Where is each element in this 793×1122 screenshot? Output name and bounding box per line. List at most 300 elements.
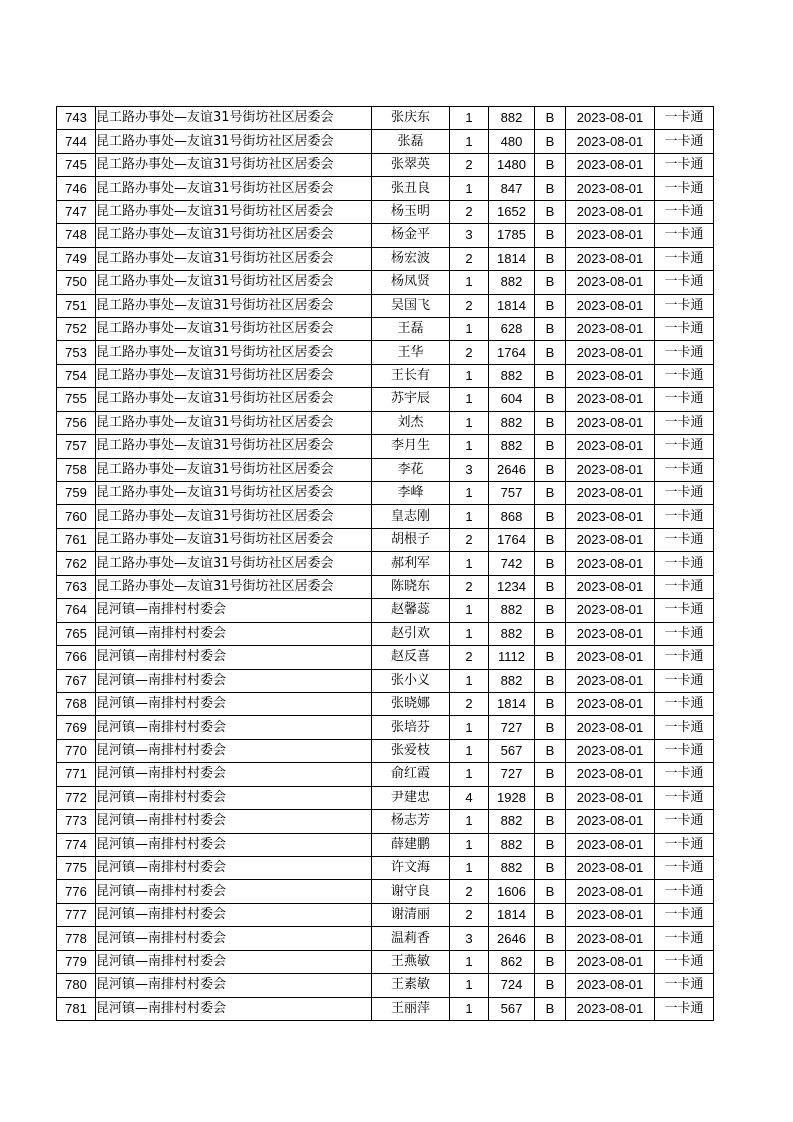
table-row: [57, 200, 714, 223]
serial-number-cell: 777: [57, 903, 96, 926]
unit-cell: 昆河镇—南排村村委会: [96, 810, 372, 833]
payment-method-cell: 一卡通: [655, 505, 714, 528]
category-cell: B: [535, 575, 566, 598]
category-cell: B: [535, 833, 566, 856]
date-cell: 2023-08-01: [566, 763, 655, 786]
date-cell: 2023-08-01: [566, 482, 655, 505]
household-count-cell: 3: [450, 224, 489, 247]
unit-cell: 昆工路办事处—友谊31号街坊社区居委会: [96, 411, 372, 434]
name-cell: 赵馨蕊: [372, 599, 450, 622]
amount-cell: 1652: [489, 200, 535, 223]
serial-number-cell: 765: [57, 622, 96, 645]
payment-method-cell: 一卡通: [655, 786, 714, 809]
serial-number-cell: 761: [57, 528, 96, 551]
amount-cell: 1785: [489, 224, 535, 247]
household-count-cell: 3: [450, 927, 489, 950]
serial-number-cell: 747: [57, 200, 96, 223]
serial-number-cell: 764: [57, 599, 96, 622]
category-cell: B: [535, 341, 566, 364]
payment-method-cell: 一卡通: [655, 833, 714, 856]
serial-number-cell: 769: [57, 716, 96, 739]
amount-cell: 567: [489, 739, 535, 762]
date-cell: 2023-08-01: [566, 927, 655, 950]
name-cell: 胡根子: [372, 528, 450, 551]
name-cell: 王磊: [372, 317, 450, 340]
date-cell: 2023-08-01: [566, 599, 655, 622]
unit-cell: 昆河镇—南排村村委会: [96, 927, 372, 950]
household-count-cell: 2: [450, 528, 489, 551]
amount-cell: 724: [489, 974, 535, 997]
household-count-cell: 1: [450, 669, 489, 692]
name-cell: 杨志芳: [372, 810, 450, 833]
unit-cell: 昆河镇—南排村村委会: [96, 833, 372, 856]
serial-number-cell: 749: [57, 247, 96, 270]
serial-number-cell: 775: [57, 857, 96, 880]
date-cell: 2023-08-01: [566, 200, 655, 223]
serial-number-cell: 756: [57, 411, 96, 434]
amount-cell: 1606: [489, 880, 535, 903]
amount-cell: 882: [489, 411, 535, 434]
serial-number-cell: 754: [57, 364, 96, 387]
date-cell: 2023-08-01: [566, 903, 655, 926]
unit-cell: 昆工路办事处—友谊31号街坊社区居委会: [96, 552, 372, 575]
table-row: [57, 669, 714, 692]
category-cell: B: [535, 622, 566, 645]
unit-cell: 昆河镇—南排村村委会: [96, 692, 372, 715]
name-cell: 郝利军: [372, 552, 450, 575]
household-count-cell: 1: [450, 739, 489, 762]
date-cell: 2023-08-01: [566, 646, 655, 669]
table-row: [57, 247, 714, 270]
payment-method-cell: 一卡通: [655, 997, 714, 1020]
payment-method-cell: 一卡通: [655, 271, 714, 294]
serial-number-cell: 772: [57, 786, 96, 809]
table-row: [57, 224, 714, 247]
unit-cell: 昆工路办事处—友谊31号街坊社区居委会: [96, 130, 372, 153]
unit-cell: 昆工路办事处—友谊31号街坊社区居委会: [96, 435, 372, 458]
category-cell: B: [535, 388, 566, 411]
date-cell: 2023-08-01: [566, 974, 655, 997]
category-cell: B: [535, 810, 566, 833]
amount-cell: 882: [489, 364, 535, 387]
table-row: [57, 130, 714, 153]
payment-method-cell: 一卡通: [655, 599, 714, 622]
serial-number-cell: 751: [57, 294, 96, 317]
table-row: [57, 552, 714, 575]
household-count-cell: 2: [450, 692, 489, 715]
unit-cell: 昆河镇—南排村村委会: [96, 997, 372, 1020]
payment-method-cell: 一卡通: [655, 411, 714, 434]
table-row: [57, 364, 714, 387]
household-count-cell: 1: [450, 435, 489, 458]
household-count-cell: 2: [450, 903, 489, 926]
date-cell: 2023-08-01: [566, 810, 655, 833]
serial-number-cell: 766: [57, 646, 96, 669]
unit-cell: 昆工路办事处—友谊31号街坊社区居委会: [96, 317, 372, 340]
table-row: [57, 341, 714, 364]
payment-table: [56, 106, 714, 1021]
date-cell: 2023-08-01: [566, 622, 655, 645]
unit-cell: 昆工路办事处—友谊31号街坊社区居委会: [96, 482, 372, 505]
amount-cell: 742: [489, 552, 535, 575]
category-cell: B: [535, 927, 566, 950]
category-cell: B: [535, 903, 566, 926]
category-cell: B: [535, 692, 566, 715]
name-cell: 张磊: [372, 130, 450, 153]
unit-cell: 昆工路办事处—友谊31号街坊社区居委会: [96, 528, 372, 551]
serial-number-cell: 759: [57, 482, 96, 505]
date-cell: 2023-08-01: [566, 107, 655, 130]
table-row: [57, 411, 714, 434]
table-row: [57, 599, 714, 622]
serial-number-cell: 748: [57, 224, 96, 247]
table-row: [57, 950, 714, 973]
name-cell: 张翠英: [372, 153, 450, 176]
payment-method-cell: 一卡通: [655, 622, 714, 645]
household-count-cell: 2: [450, 200, 489, 223]
table-row: [57, 903, 714, 926]
table-row: [57, 294, 714, 317]
household-count-cell: 2: [450, 247, 489, 270]
serial-number-cell: 744: [57, 130, 96, 153]
name-cell: 薛建鹏: [372, 833, 450, 856]
amount-cell: 1112: [489, 646, 535, 669]
amount-cell: 628: [489, 317, 535, 340]
unit-cell: 昆工路办事处—友谊31号街坊社区居委会: [96, 224, 372, 247]
payment-method-cell: 一卡通: [655, 224, 714, 247]
name-cell: 王燕敏: [372, 950, 450, 973]
household-count-cell: 1: [450, 599, 489, 622]
payment-method-cell: 一卡通: [655, 107, 714, 130]
category-cell: B: [535, 528, 566, 551]
category-cell: B: [535, 997, 566, 1020]
household-count-cell: 2: [450, 294, 489, 317]
household-count-cell: 4: [450, 786, 489, 809]
household-count-cell: 1: [450, 271, 489, 294]
serial-number-cell: 758: [57, 458, 96, 481]
category-cell: B: [535, 317, 566, 340]
unit-cell: 昆河镇—南排村村委会: [96, 669, 372, 692]
name-cell: 谢守良: [372, 880, 450, 903]
amount-cell: 1814: [489, 294, 535, 317]
payment-method-cell: 一卡通: [655, 482, 714, 505]
unit-cell: 昆工路办事处—友谊31号街坊社区居委会: [96, 153, 372, 176]
serial-number-cell: 743: [57, 107, 96, 130]
payment-method-cell: 一卡通: [655, 716, 714, 739]
serial-number-cell: 781: [57, 997, 96, 1020]
date-cell: 2023-08-01: [566, 458, 655, 481]
household-count-cell: 1: [450, 177, 489, 200]
household-count-cell: 1: [450, 833, 489, 856]
payment-method-cell: 一卡通: [655, 857, 714, 880]
table-row: [57, 716, 714, 739]
date-cell: 2023-08-01: [566, 294, 655, 317]
unit-cell: 昆河镇—南排村村委会: [96, 763, 372, 786]
payment-method-cell: 一卡通: [655, 458, 714, 481]
serial-number-cell: 774: [57, 833, 96, 856]
household-count-cell: 1: [450, 388, 489, 411]
unit-cell: 昆工路办事处—友谊31号街坊社区居委会: [96, 271, 372, 294]
payment-method-cell: 一卡通: [655, 880, 714, 903]
category-cell: B: [535, 153, 566, 176]
name-cell: 俞红霞: [372, 763, 450, 786]
name-cell: 吴国飞: [372, 294, 450, 317]
unit-cell: 昆河镇—南排村村委会: [96, 599, 372, 622]
name-cell: 李月生: [372, 435, 450, 458]
name-cell: 王素敏: [372, 974, 450, 997]
amount-cell: 2646: [489, 927, 535, 950]
payment-method-cell: 一卡通: [655, 153, 714, 176]
payment-method-cell: 一卡通: [655, 177, 714, 200]
category-cell: B: [535, 786, 566, 809]
payment-method-cell: 一卡通: [655, 739, 714, 762]
category-cell: B: [535, 458, 566, 481]
serial-number-cell: 757: [57, 435, 96, 458]
table-row: [57, 107, 714, 130]
category-cell: B: [535, 294, 566, 317]
serial-number-cell: 750: [57, 271, 96, 294]
household-count-cell: 1: [450, 857, 489, 880]
amount-cell: 1764: [489, 341, 535, 364]
date-cell: 2023-08-01: [566, 669, 655, 692]
table-row: [57, 833, 714, 856]
amount-cell: 727: [489, 716, 535, 739]
table-row: [57, 786, 714, 809]
name-cell: 刘杰: [372, 411, 450, 434]
date-cell: 2023-08-01: [566, 224, 655, 247]
amount-cell: 882: [489, 599, 535, 622]
category-cell: B: [535, 271, 566, 294]
unit-cell: 昆工路办事处—友谊31号街坊社区居委会: [96, 505, 372, 528]
payment-method-cell: 一卡通: [655, 903, 714, 926]
household-count-cell: 1: [450, 552, 489, 575]
table-row: [57, 646, 714, 669]
table-row: [57, 692, 714, 715]
unit-cell: 昆工路办事处—友谊31号街坊社区居委会: [96, 247, 372, 270]
table-row: [57, 927, 714, 950]
table-row: [57, 177, 714, 200]
table-row: [57, 763, 714, 786]
serial-number-cell: 768: [57, 692, 96, 715]
unit-cell: 昆工路办事处—友谊31号街坊社区居委会: [96, 341, 372, 364]
amount-cell: 727: [489, 763, 535, 786]
name-cell: 王丽萍: [372, 997, 450, 1020]
unit-cell: 昆河镇—南排村村委会: [96, 974, 372, 997]
table-row: [57, 435, 714, 458]
name-cell: 赵反喜: [372, 646, 450, 669]
amount-cell: 757: [489, 482, 535, 505]
amount-cell: 2646: [489, 458, 535, 481]
household-count-cell: 1: [450, 505, 489, 528]
amount-cell: 882: [489, 810, 535, 833]
unit-cell: 昆河镇—南排村村委会: [96, 903, 372, 926]
category-cell: B: [535, 646, 566, 669]
table-row: [57, 575, 714, 598]
payment-method-cell: 一卡通: [655, 435, 714, 458]
table-row: [57, 880, 714, 903]
payment-method-cell: 一卡通: [655, 247, 714, 270]
household-count-cell: 2: [450, 646, 489, 669]
household-count-cell: 1: [450, 622, 489, 645]
date-cell: 2023-08-01: [566, 739, 655, 762]
date-cell: 2023-08-01: [566, 153, 655, 176]
table-row: [57, 974, 714, 997]
payment-method-cell: 一卡通: [655, 669, 714, 692]
date-cell: 2023-08-01: [566, 364, 655, 387]
table-row: [57, 482, 714, 505]
unit-cell: 昆工路办事处—友谊31号街坊社区居委会: [96, 177, 372, 200]
amount-cell: 868: [489, 505, 535, 528]
payment-method-cell: 一卡通: [655, 294, 714, 317]
name-cell: 陈晓东: [372, 575, 450, 598]
serial-number-cell: 780: [57, 974, 96, 997]
serial-number-cell: 778: [57, 927, 96, 950]
name-cell: 李峰: [372, 482, 450, 505]
amount-cell: 882: [489, 857, 535, 880]
name-cell: 苏宇辰: [372, 388, 450, 411]
amount-cell: 604: [489, 388, 535, 411]
table-row: [57, 317, 714, 340]
household-count-cell: 1: [450, 130, 489, 153]
payment-method-cell: 一卡通: [655, 646, 714, 669]
payment-method-cell: 一卡通: [655, 575, 714, 598]
category-cell: B: [535, 880, 566, 903]
unit-cell: 昆工路办事处—友谊31号街坊社区居委会: [96, 458, 372, 481]
category-cell: B: [535, 974, 566, 997]
amount-cell: 1764: [489, 528, 535, 551]
household-count-cell: 1: [450, 107, 489, 130]
unit-cell: 昆工路办事处—友谊31号街坊社区居委会: [96, 107, 372, 130]
name-cell: 张爱枝: [372, 739, 450, 762]
date-cell: 2023-08-01: [566, 716, 655, 739]
name-cell: 张庆东: [372, 107, 450, 130]
unit-cell: 昆河镇—南排村村委会: [96, 646, 372, 669]
category-cell: B: [535, 247, 566, 270]
serial-number-cell: 762: [57, 552, 96, 575]
date-cell: 2023-08-01: [566, 997, 655, 1020]
unit-cell: 昆河镇—南排村村委会: [96, 622, 372, 645]
date-cell: 2023-08-01: [566, 505, 655, 528]
name-cell: 杨宏波: [372, 247, 450, 270]
date-cell: 2023-08-01: [566, 177, 655, 200]
household-count-cell: 2: [450, 575, 489, 598]
serial-number-cell: 763: [57, 575, 96, 598]
date-cell: 2023-08-01: [566, 833, 655, 856]
amount-cell: 882: [489, 271, 535, 294]
unit-cell: 昆工路办事处—友谊31号街坊社区居委会: [96, 200, 372, 223]
category-cell: B: [535, 763, 566, 786]
serial-number-cell: 771: [57, 763, 96, 786]
name-cell: 李花: [372, 458, 450, 481]
category-cell: B: [535, 435, 566, 458]
unit-cell: 昆工路办事处—友谊31号街坊社区居委会: [96, 294, 372, 317]
date-cell: 2023-08-01: [566, 411, 655, 434]
table-row: [57, 458, 714, 481]
table-row: [57, 622, 714, 645]
date-cell: 2023-08-01: [566, 552, 655, 575]
table-row: [57, 505, 714, 528]
serial-number-cell: 767: [57, 669, 96, 692]
payment-method-cell: 一卡通: [655, 763, 714, 786]
date-cell: 2023-08-01: [566, 130, 655, 153]
name-cell: 张培芬: [372, 716, 450, 739]
payment-method-cell: 一卡通: [655, 927, 714, 950]
payment-method-cell: 一卡通: [655, 950, 714, 973]
date-cell: 2023-08-01: [566, 341, 655, 364]
name-cell: 杨玉明: [372, 200, 450, 223]
date-cell: 2023-08-01: [566, 786, 655, 809]
name-cell: 张小义: [372, 669, 450, 692]
table-row: [57, 857, 714, 880]
date-cell: 2023-08-01: [566, 528, 655, 551]
serial-number-cell: 776: [57, 880, 96, 903]
payment-method-cell: 一卡通: [655, 528, 714, 551]
table-row: [57, 153, 714, 176]
amount-cell: 882: [489, 669, 535, 692]
household-count-cell: 1: [450, 974, 489, 997]
payment-method-cell: 一卡通: [655, 200, 714, 223]
table-body: [57, 107, 714, 1021]
serial-number-cell: 755: [57, 388, 96, 411]
unit-cell: 昆河镇—南排村村委会: [96, 739, 372, 762]
household-count-cell: 1: [450, 950, 489, 973]
name-cell: 杨金平: [372, 224, 450, 247]
payment-method-cell: 一卡通: [655, 341, 714, 364]
name-cell: 谢清丽: [372, 903, 450, 926]
amount-cell: 1814: [489, 692, 535, 715]
date-cell: 2023-08-01: [566, 435, 655, 458]
category-cell: B: [535, 669, 566, 692]
category-cell: B: [535, 505, 566, 528]
amount-cell: 882: [489, 107, 535, 130]
unit-cell: 昆河镇—南排村村委会: [96, 786, 372, 809]
household-count-cell: 1: [450, 716, 489, 739]
amount-cell: 882: [489, 622, 535, 645]
payment-method-cell: 一卡通: [655, 692, 714, 715]
category-cell: B: [535, 857, 566, 880]
category-cell: B: [535, 950, 566, 973]
date-cell: 2023-08-01: [566, 857, 655, 880]
name-cell: 王长有: [372, 364, 450, 387]
serial-number-cell: 770: [57, 739, 96, 762]
household-count-cell: 1: [450, 997, 489, 1020]
amount-cell: 480: [489, 130, 535, 153]
household-count-cell: 3: [450, 458, 489, 481]
category-cell: B: [535, 130, 566, 153]
name-cell: 张晓娜: [372, 692, 450, 715]
category-cell: B: [535, 364, 566, 387]
amount-cell: 862: [489, 950, 535, 973]
serial-number-cell: 753: [57, 341, 96, 364]
table-row: [57, 810, 714, 833]
date-cell: 2023-08-01: [566, 950, 655, 973]
payment-method-cell: 一卡通: [655, 317, 714, 340]
date-cell: 2023-08-01: [566, 692, 655, 715]
amount-cell: 1480: [489, 153, 535, 176]
payment-method-cell: 一卡通: [655, 552, 714, 575]
date-cell: 2023-08-01: [566, 575, 655, 598]
amount-cell: 1928: [489, 786, 535, 809]
date-cell: 2023-08-01: [566, 388, 655, 411]
table-row: [57, 388, 714, 411]
name-cell: 王华: [372, 341, 450, 364]
payment-method-cell: 一卡通: [655, 810, 714, 833]
name-cell: 赵引欢: [372, 622, 450, 645]
date-cell: 2023-08-01: [566, 271, 655, 294]
payment-method-cell: 一卡通: [655, 364, 714, 387]
household-count-cell: 1: [450, 364, 489, 387]
amount-cell: 847: [489, 177, 535, 200]
